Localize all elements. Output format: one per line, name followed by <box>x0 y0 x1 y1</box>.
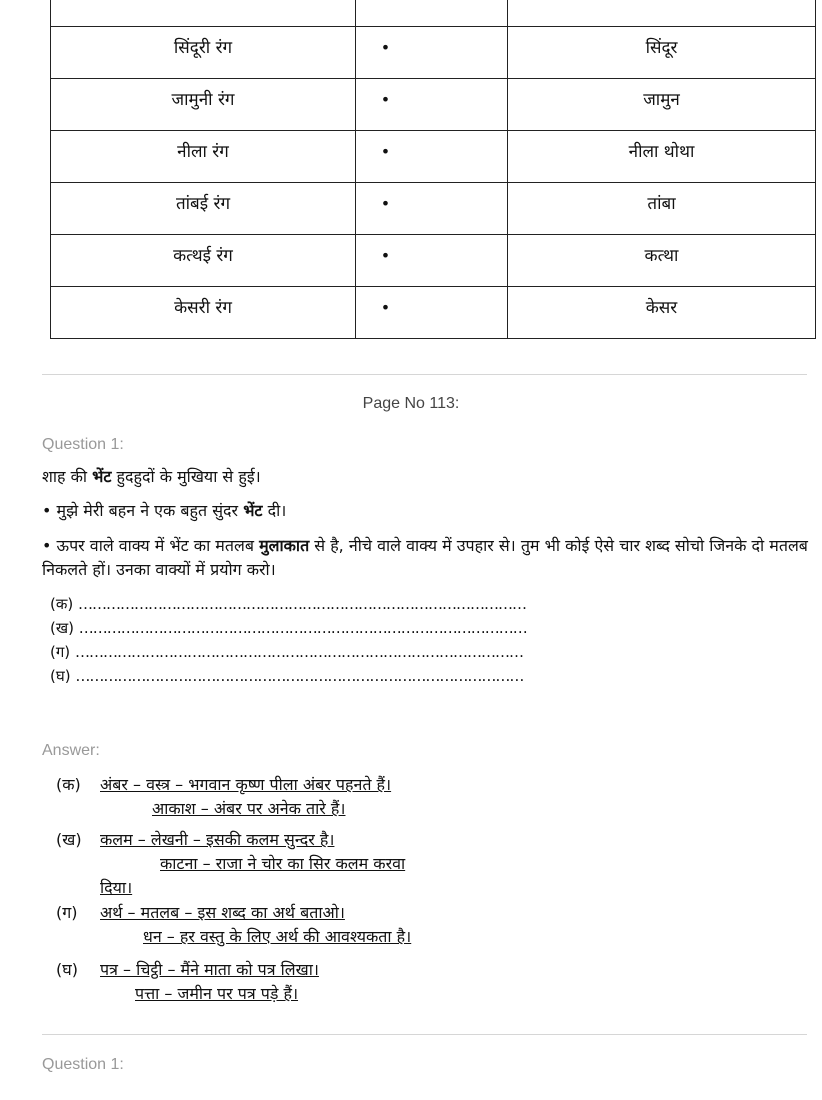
question-label: Question 1: <box>42 436 124 453</box>
color-source: कत्था <box>508 235 816 287</box>
answer-blank: (ख) …………………………………………………………………………………… <box>50 619 527 637</box>
answer-label: Answer: <box>42 742 100 759</box>
color-name: जामुनी रंग <box>51 79 356 131</box>
answer-mark: (ग) <box>56 903 78 922</box>
color-source: जामुन <box>508 79 816 131</box>
table-row <box>51 183 816 235</box>
table-row-partial <box>51 0 816 27</box>
bullet: • <box>380 90 391 109</box>
color-name: तांबई रंग <box>51 183 356 235</box>
divider <box>42 1034 807 1035</box>
color-name: कत्थई रंग <box>51 235 356 287</box>
color-name: सिंदूरी रंग <box>51 27 356 79</box>
color-name: नीला रंग <box>51 131 356 183</box>
answer-line: पत्ता – जमीन पर पत्र पड़े हैं। <box>135 984 299 1003</box>
color-source-table <box>50 0 816 339</box>
table-row <box>51 79 816 131</box>
question-line-2: • मुझे मेरी बहन ने एक बहुत सुंदर भेंट दी। <box>42 501 287 520</box>
page-number: Page No 113: <box>362 395 460 412</box>
answer-blank: (ग) …………………………………………………………………………………… <box>50 643 523 661</box>
answer-mark: (ख) <box>56 830 82 849</box>
color-name: केसरी रंग <box>51 287 356 339</box>
answer-line: दिया। <box>100 878 133 897</box>
table-row <box>51 27 816 79</box>
question-label: Question 1: <box>42 1056 124 1073</box>
table-row <box>51 235 816 287</box>
bullet: • <box>380 246 391 265</box>
answer-blank: (क) …………………………………………………………………………………… <box>50 595 527 613</box>
answer-line: अंबर – वस्त्र – भगवान कृष्ण पीला अंबर पहनते हैं। <box>100 775 392 794</box>
divider <box>42 374 807 375</box>
question-line-3: • ऊपर वाले वाक्य में भेंट का मतलब मुलाकात से है, नीचे वाले वाक्य में उपहार से। तुम भी कोई ऐसे चार शब्द सोचो जिनके दो मतलब निकलते हों। उनका वाक्यों में प्रयोग करो। <box>42 536 808 579</box>
bullet: • <box>380 194 391 213</box>
bullet: • <box>380 298 391 317</box>
color-source: तांबा <box>508 183 816 235</box>
answer-line: कलम – लेखनी – इसकी कलम सुन्दर है। <box>100 830 335 849</box>
answer-line: पत्र – चिट्ठी – मैंने माता को पत्र लिखा। <box>100 960 319 979</box>
answer-blank: (घ) …………………………………………………………………………………… <box>50 667 524 685</box>
color-source: केसर <box>508 287 816 339</box>
answer-line: आकाश – अंबर पर अनेक तारे हैं। <box>152 799 346 818</box>
question-line-1: शाह की भेंट हुदहुदों के मुखिया से हुई। <box>42 467 261 486</box>
answer-mark: (क) <box>56 775 81 794</box>
bullet: • <box>380 38 391 57</box>
table-row <box>51 131 816 183</box>
answer-line: धन – हर वस्तु के लिए अर्थ की आवश्यकता है। <box>143 927 412 946</box>
color-source: नीला थोथा <box>508 131 816 183</box>
answer-mark: (घ) <box>56 960 78 979</box>
bullet: • <box>380 142 391 161</box>
answer-line: अर्थ – मतलब – इस शब्द का अर्थ बताओ। <box>100 903 345 922</box>
answer-line: काटना – राजा ने चोर का सिर कलम करवा <box>160 854 406 873</box>
color-source: सिंदूर <box>508 27 816 79</box>
table-row <box>51 287 816 339</box>
